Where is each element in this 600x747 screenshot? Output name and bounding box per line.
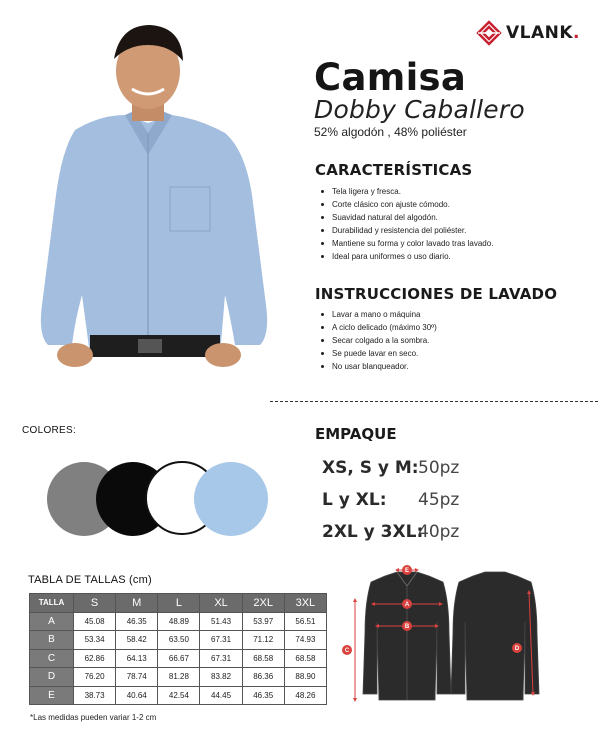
packaging-qty: 45pz [418, 490, 460, 510]
packaging-row [322, 522, 460, 542]
table-cell: 66.67 [158, 649, 200, 668]
product-composition: 52% algodón , 48% poliéster [314, 125, 467, 139]
size-note: *Las medidas pueden variar 1-2 cm [30, 713, 157, 722]
table-cell: 42.54 [158, 686, 200, 705]
packaging-qty: 50pz [418, 458, 460, 478]
features-heading: CARACTERÍSTICAS [315, 161, 473, 179]
shirt-front-icon [363, 572, 451, 700]
table-cell: 68.58 [242, 649, 284, 668]
table-cell: 48.26 [284, 686, 326, 705]
washing-item: Se puede lavar en seco. [318, 347, 437, 360]
table-cell: 86.36 [242, 668, 284, 687]
marker-c-label: C [344, 648, 350, 654]
table-cell: 76.20 [74, 668, 116, 687]
size-column-header: 2XL [242, 594, 284, 613]
section-divider [270, 401, 598, 402]
feature-item: Corte clásico con ajuste cómodo. [318, 198, 493, 211]
brand-logo [476, 20, 580, 46]
table-cell: 44.45 [200, 686, 242, 705]
size-column-header: S [74, 594, 116, 613]
measure-label: E [30, 686, 74, 705]
size-table-header [30, 594, 327, 613]
table-cell: 46.35 [242, 686, 284, 705]
marker-a-label: A [404, 602, 410, 608]
table-cell: 53.34 [74, 631, 116, 650]
size-table-corner: TALLA [30, 594, 74, 613]
colors-label: COLORES: [22, 425, 77, 436]
table-cell: 88.90 [284, 668, 326, 687]
vlank-logo-icon [476, 20, 502, 46]
size-table-title: TABLA DE TALLAS (cm) [28, 574, 152, 586]
measure-label: A [30, 612, 74, 631]
product-subtitle: Dobby Caballero [314, 95, 525, 124]
product-title: Camisa [314, 56, 467, 99]
table-row [30, 631, 327, 650]
washing-list [318, 308, 437, 373]
table-cell: 81.28 [158, 668, 200, 687]
table-row [30, 686, 327, 705]
packaging-sizes: L y XL: [322, 490, 387, 510]
table-cell: 51.43 [200, 612, 242, 631]
size-table [29, 593, 327, 705]
feature-item: Suavidad natural del algodón. [318, 211, 493, 224]
washing-item: Secar colgado a la sombra. [318, 334, 437, 347]
marker-b-label: B [404, 624, 410, 630]
table-cell: 68.58 [284, 649, 326, 668]
shirt-back-icon [451, 572, 539, 700]
table-cell: 78.74 [116, 668, 158, 687]
table-cell: 40.64 [116, 686, 158, 705]
measurement-diagram [337, 562, 557, 707]
washing-item: A ciclo delicado (máximo 30º) [318, 321, 437, 334]
table-cell: 64.13 [116, 649, 158, 668]
table-cell: 46.35 [116, 612, 158, 631]
size-column-header: M [116, 594, 158, 613]
marker-e-label: E [404, 568, 410, 574]
packaging-sizes: 2XL y 3XL: [322, 522, 424, 542]
table-cell: 45.08 [74, 612, 116, 631]
measure-label: D [30, 668, 74, 687]
table-cell: 53.97 [242, 612, 284, 631]
packaging-sizes: XS, S y M: [322, 458, 419, 478]
brand-name: VLANK. [506, 23, 581, 43]
table-row [30, 612, 327, 631]
washing-item: Lavar a mano o máquina [318, 308, 437, 321]
table-cell: 56.51 [284, 612, 326, 631]
packaging-row [322, 458, 460, 478]
table-cell: 63.50 [158, 631, 200, 650]
feature-item: Tela ligera y fresca. [318, 185, 493, 198]
size-column-header: L [158, 594, 200, 613]
feature-item: Ideal para uniformes o uso diario. [318, 250, 493, 263]
color-swatch-light-blue [194, 462, 268, 536]
washing-item: No usar blanqueador. [318, 360, 437, 373]
packaging-qty: 40pz [418, 522, 460, 542]
features-list [318, 185, 493, 263]
size-column-header: 3XL [284, 594, 326, 613]
table-row [30, 668, 327, 687]
packaging-row [322, 490, 460, 510]
size-column-header: XL [200, 594, 242, 613]
table-row [30, 649, 327, 668]
table-cell: 67.31 [200, 649, 242, 668]
washing-heading: INSTRUCCIONES DE LAVADO [315, 285, 558, 303]
table-cell: 38.73 [74, 686, 116, 705]
packaging-heading: EMPAQUE [315, 425, 397, 443]
table-cell: 48.89 [158, 612, 200, 631]
model-photo [20, 15, 285, 375]
measure-label: B [30, 631, 74, 650]
feature-item: Durabilidad y resistencia del poliéster. [318, 224, 493, 237]
table-cell: 83.82 [200, 668, 242, 687]
table-cell: 58.42 [116, 631, 158, 650]
table-cell: 71.12 [242, 631, 284, 650]
feature-item: Mantiene su forma y color lavado tras lavado. [318, 237, 493, 250]
table-cell: 74.93 [284, 631, 326, 650]
measure-label: C [30, 649, 74, 668]
table-cell: 67.31 [200, 631, 242, 650]
table-cell: 62.86 [74, 649, 116, 668]
marker-d-label: D [514, 646, 520, 652]
